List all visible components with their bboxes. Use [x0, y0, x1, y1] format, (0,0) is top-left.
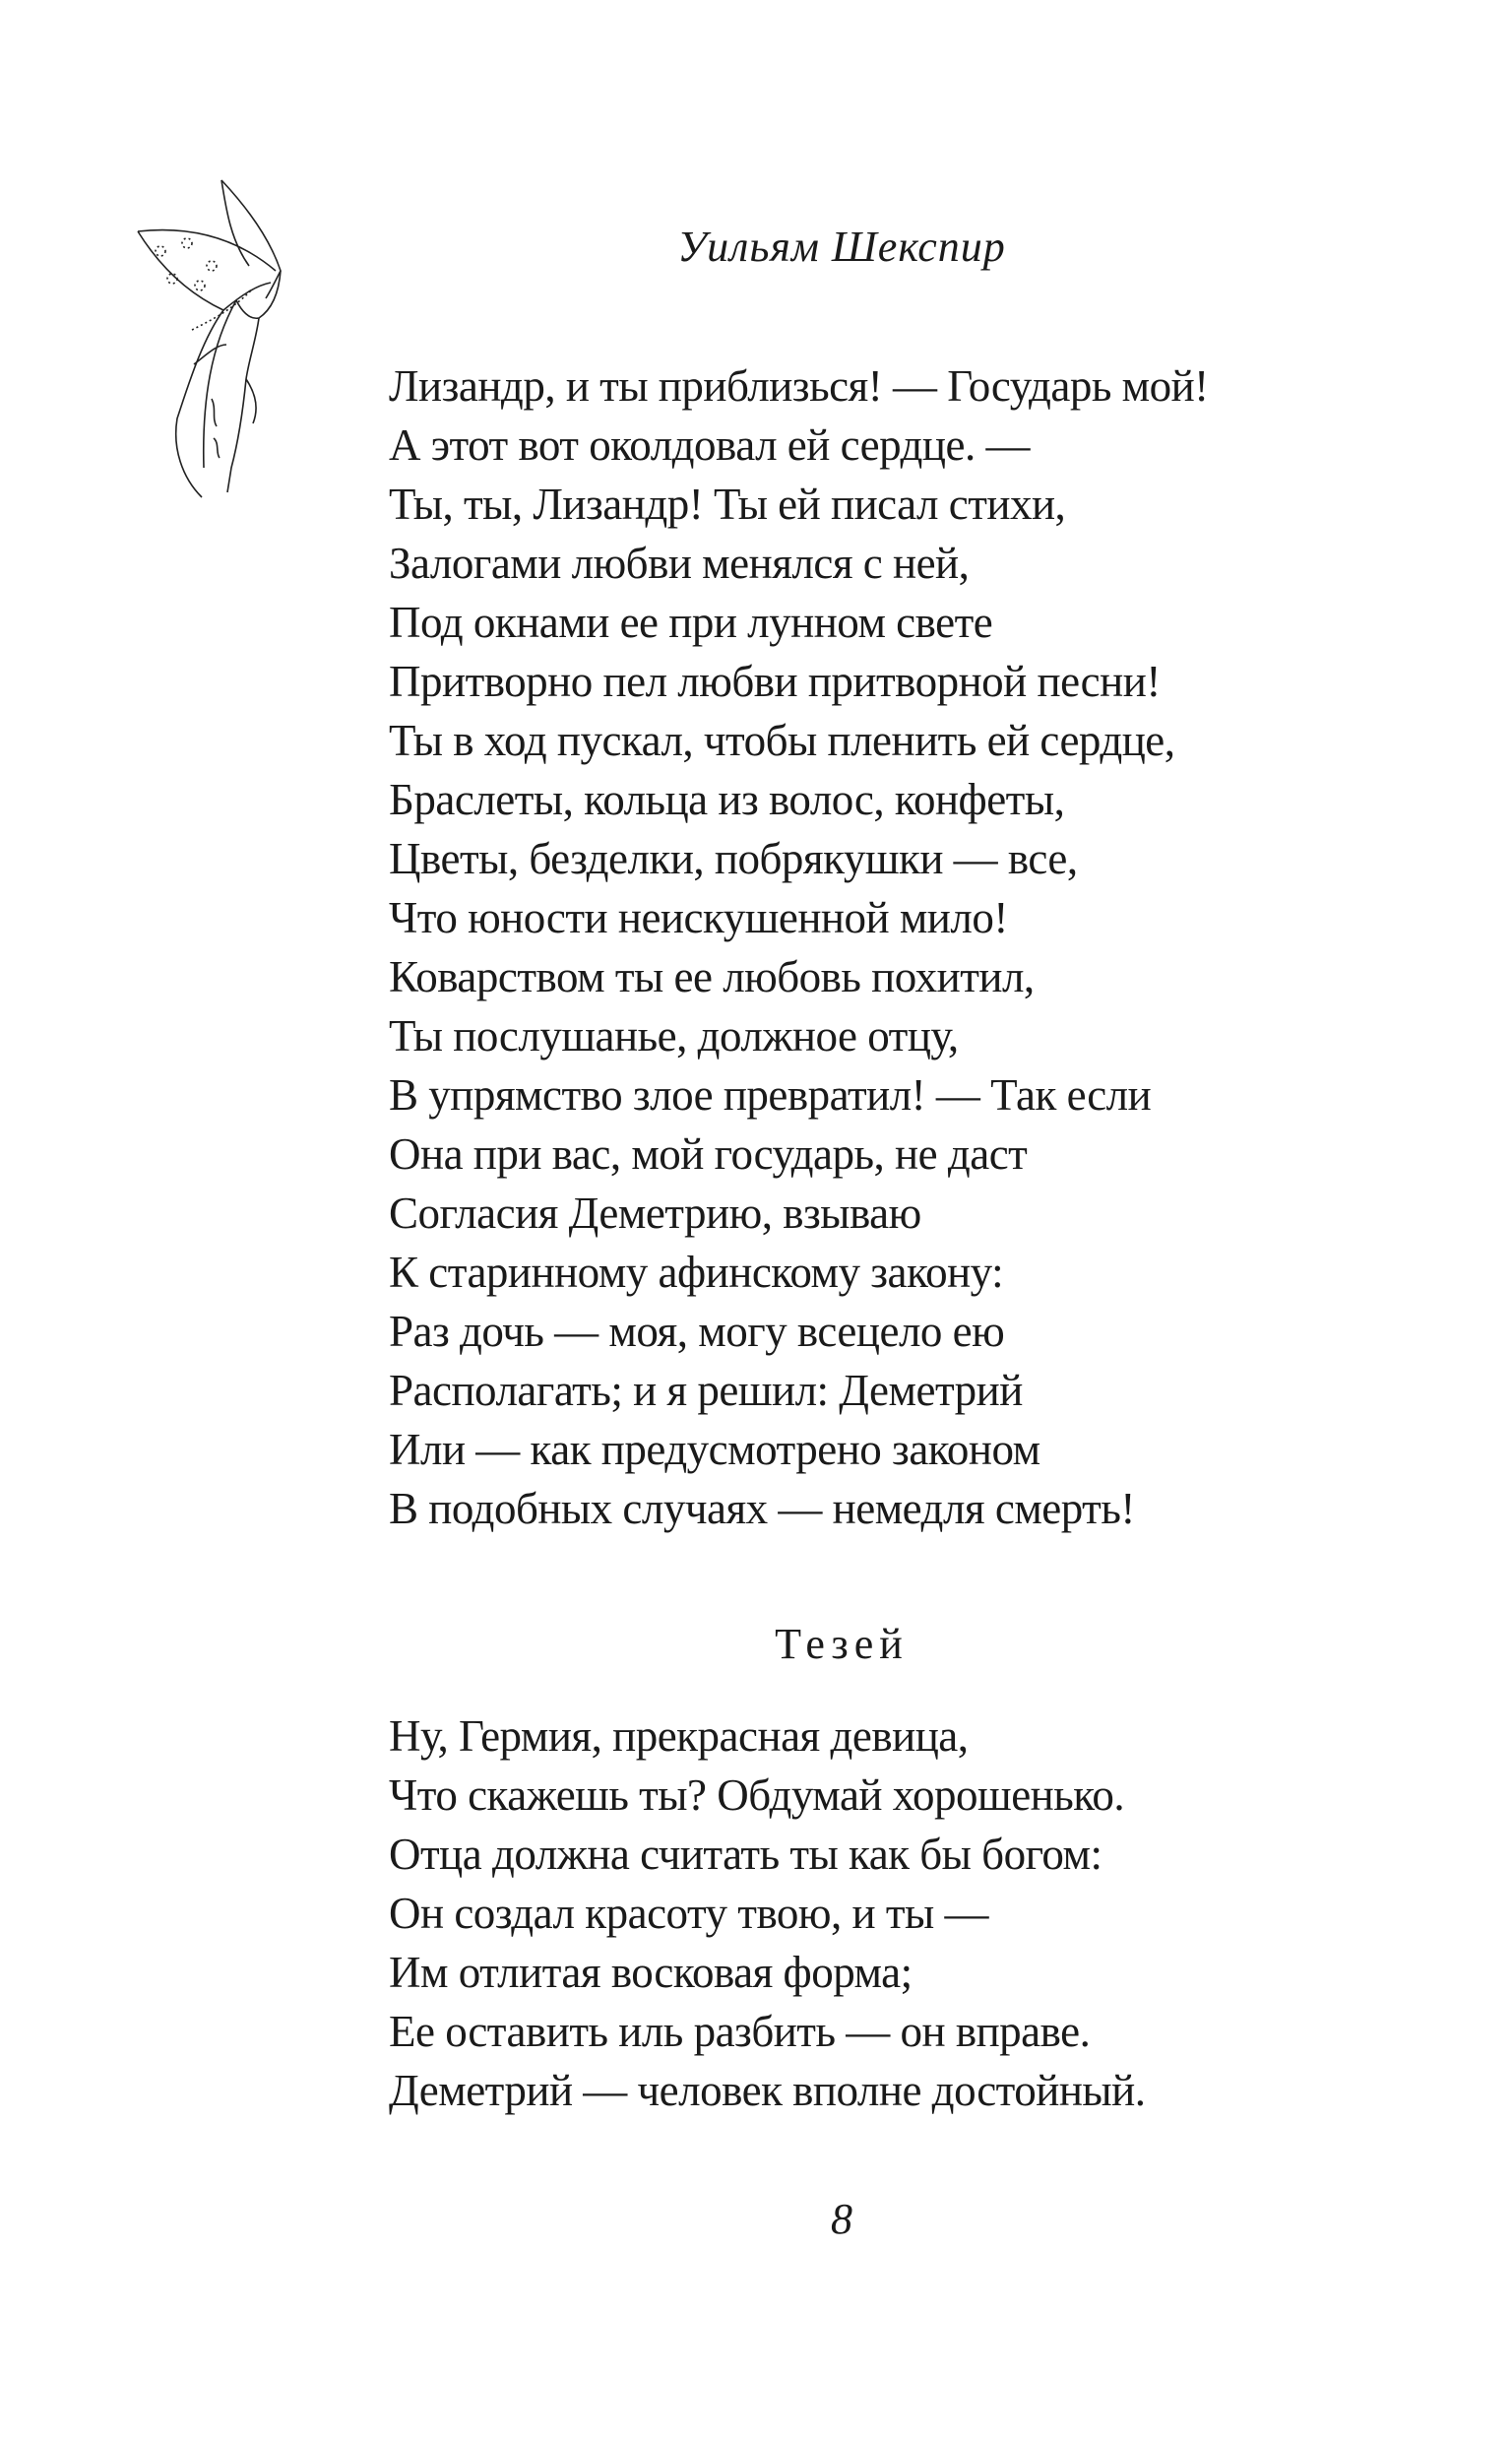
speech-2: [389, 1706, 1145, 2120]
verse-line: К старинному афинскому закону:: [389, 1248, 1004, 1297]
verse-line: В подобных случаях — немедля смерть!: [389, 1484, 1135, 1533]
speaker-name: Тезей: [775, 1620, 909, 1668]
verse-line: А этот вот околдовал ей сердце. —: [389, 420, 1030, 470]
verse-line: Им отлитая восковая форма;: [389, 1948, 913, 1997]
verse-line: Что юности неискушенной мило!: [389, 893, 1008, 942]
verse-line: Что скажешь ты? Обдумай хорошенько.: [389, 1770, 1125, 1820]
verse-line: Располагать; и я решил: Деметрий: [389, 1366, 1023, 1415]
verse-line: Деметрий — человек вполне достойный.: [389, 2066, 1146, 2115]
verse-line: Браслеты, кольца из волос, конфеты,: [389, 775, 1065, 824]
verse-line: Он создал красоту твою, и ты —: [389, 1889, 988, 1938]
verse-line: Ее оставить иль разбить — он вправе.: [389, 2007, 1091, 2056]
running-head-author: Уильям Шекспир: [677, 223, 1006, 271]
verse-line: Раз дочь — моя, могу всецело ею: [389, 1307, 1005, 1356]
verse-line: Она при вас, мой государь, не даст: [389, 1129, 1028, 1179]
verse-line: Коварством ты ее любовь похитил,: [389, 952, 1035, 1001]
verse-line: Притворно пел любви притворной песни!: [389, 657, 1161, 706]
verse-line: Согласия Деметрию, взываю: [389, 1189, 921, 1238]
verse-line: Цветы, безделки, побрякушки — все,: [389, 834, 1078, 883]
verse-line: Ну, Гермия, прекрасная девица,: [389, 1711, 969, 1761]
verse-line: Лизандр, и ты приблизься! — Государь мой!: [389, 361, 1209, 411]
verse-line: В упрямство злое превратил! — Так если: [389, 1070, 1152, 1120]
page-number: 8: [831, 2195, 852, 2243]
verse-line: Отца должна считать ты как бы богом:: [389, 1830, 1102, 1879]
fairy-illustration: [133, 172, 359, 502]
verse-line: Под окнами ее при лунном свете: [389, 598, 993, 647]
speech-1: [389, 356, 1209, 1538]
verse-line: Залогами любви менялся с ней,: [389, 539, 970, 588]
verse-line: Или — как предусмотрено законом: [389, 1425, 1040, 1474]
verse-line: Ты в ход пускал, чтобы пленить ей сердце,: [389, 716, 1175, 765]
verse-line: Ты послушанье, должное отцу,: [389, 1011, 959, 1061]
verse-line: Ты, ты, Лизандр! Ты ей писал стихи,: [389, 480, 1066, 529]
